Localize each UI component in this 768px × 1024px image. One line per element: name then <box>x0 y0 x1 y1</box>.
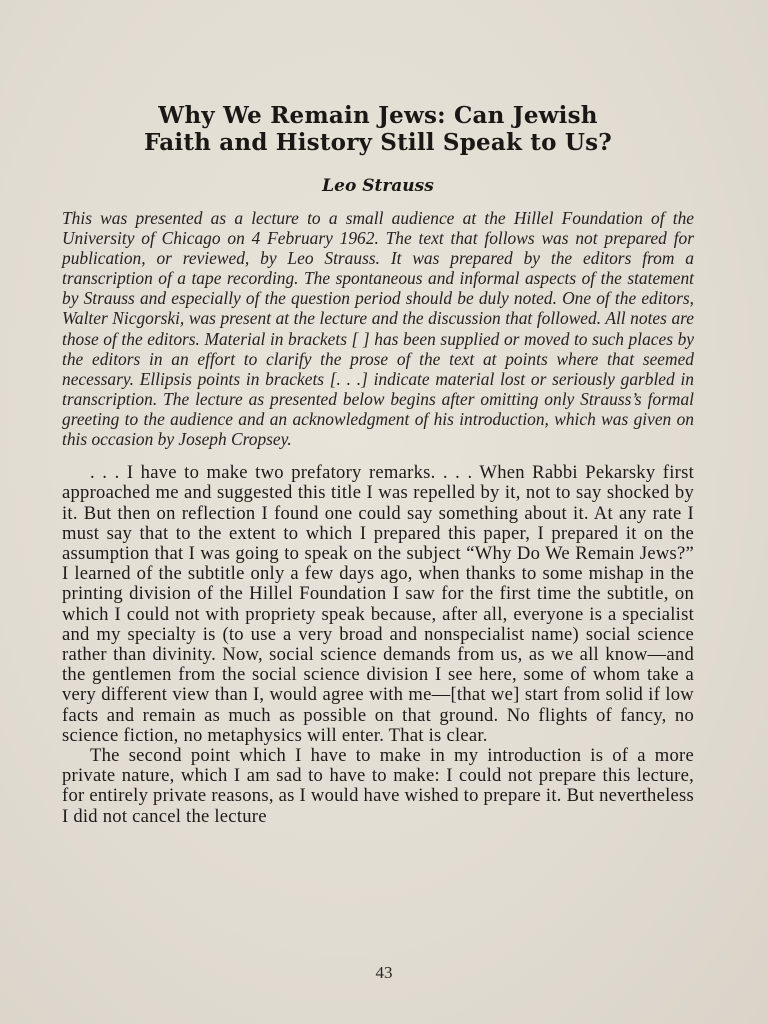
article-title <box>62 102 694 156</box>
page-number: 43 <box>375 963 393 982</box>
title-line-1: Why We Remain Jews: Can Jewish <box>158 102 598 129</box>
author-name: Leo Strauss <box>322 176 434 196</box>
body-paragraph-1: . . . I have to make two prefatory remarks. . . . When Rabbi Pekarsky first approached me and suggested this title I was repelled by it, not to say shocked by it. But then on reflection I found one could say something about it. At any rate I must say that to the extent to which I prepared this paper, I prepared it on the assumption that I was going to speak on the subject “Why Do We Remain Jews?” I learned of the subtitle only a few days ago, when thanks to some mishap in the printing division of the Hillel Foundation I saw for the first time the subtitle, on which I could not with propriety speak because, after all, everyone is a specialist and my specialty is (to use a very broad and nonspecialist name) social science rather than divinity. Now, social science demands from us, as we all know—and the gentlemen from the social science division I see here, some of whom take a very different view than I, would agree with me—[that we] start from solid if low facts and remain as much as possible on that ground. No flights of fancy, no science fiction, no metaphysics will enter. That is clear. <box>62 462 694 746</box>
article-body <box>62 463 694 827</box>
editorial-note: This was presented as a lecture to a small audience at the Hillel Foundation of the University of Chicago on 4 February 1962. The text that follows was not prepared for publication, or reviewed, by Leo Strauss. It was prepared by the editors from a transcription of a tape recording. The spontaneous and informal aspects of the statement by Strauss and especially of the question period should be duly noted. One of the editors, Walter Nicgorski, was present at the lecture and the discussion that followed. All notes are those of the editors. Material in brackets [ ] has been supplied or moved to such places by the editors in an effort to clarify the prose of the text at points where that seemed necessary. Ellipsis points in brackets [. . .] indicate material lost or seriously garbled in transcription. The lecture as presented below begins after omitting only Strauss’s formal greeting to the audience and an acknowledgment of his introduction, which was given on this occasion by Joseph Cropsey. <box>62 208 694 450</box>
title-line-2: Faith and History Still Speak to Us? <box>144 129 612 156</box>
body-paragraph-2: The second point which I have to make in my introduction is of a more private nature, which I am sad to have to make: I could not prepare this lecture, for entirely private reasons, as I would have wished to prepare it. But nevertheless I did not cancel the lecture <box>62 744 694 827</box>
document-page <box>62 102 694 827</box>
